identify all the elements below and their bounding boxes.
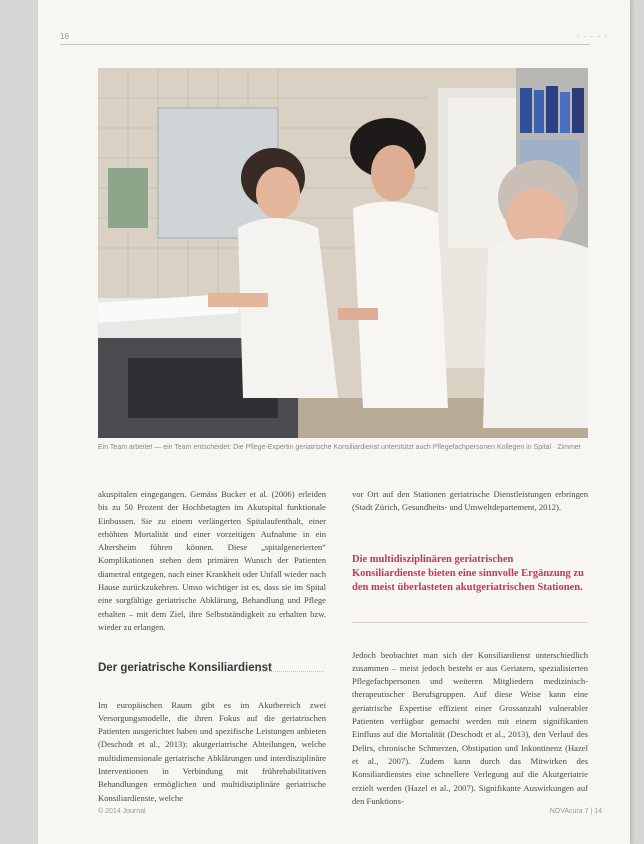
photo-caption: Ein Team arbeitet — ein Team entscheidet: Die Pflege-Expertin geriatrische Konsiliardienst unterstützt auch Pflegefachpersonen Kollegen in Spital · Zimmer [98, 444, 581, 451]
left-paragraph-1: akuspitalen eingegangen. Gemäss Bucker et al. (2006) erleiden bis zu 50 Prozent der Hochbetagten im Akutspital funktionale Einbussen. Sie zu einem verlängerten Spitalaufenthalt, einer erhöhten Mortalität und einer vorzeitigen Aufnahme in ein Altersheim führen können. Diese „spitalgenerierten“ Komplikationen stehen dem primären Wunsch der Patienten diametral entgegen, nach einer Krankheit oder Unfall wieder nach Hause zurückzukehren. Umso wichtiger ist es, dass sie im Spital eine sorgfältige geriatrische Abklärung, Behandlung und Pflege erhalten – mit dem Ziel, ihre Selbstständigkeit zu erhalten bzw. wieder zu erlangen. [98, 489, 326, 632]
left-column-text [98, 488, 326, 634]
left-paragraph-2: Im europäischen Raum gibt es im Akutbereich zwei Versorgungsmodelle, die ihren Fokus auf die geriatrischen Patienten ausgerichtet haben und spezifische Leistungen anbieten (Deschodt et al., 2013): akutgeriatrische Abteilungen, welche multidimensionale geriatrische Abklärungen und interdisziplinäre Interventionen in Verbindung mit frührehabilitativen Behandlungen ermöglichen und multidisziplinäre geriatrische Konsiliardienste, welche [98, 699, 326, 803]
pull-quote: Die multidisziplinären geriatrischen Konsiliardienste bieten eine sinnvolle Ergänzung zu den meist überlasteten akutgeriatrischen Stationen. [352, 554, 584, 593]
right-column-text [352, 488, 588, 515]
page-number-top: 16 [60, 32, 69, 41]
right-paragraph-2: Jedoch beobachtet man sich der Konsiliardienst unterschiedlich zusammen – meist jedoch besteht er aus Geriatern, spezialisierten Pflegefachpersonen und weiteren Mitgliedern medizinisch-therapeutischer Berufsgruppen. Auf diese Weise kann eine geriatrische Expertise effizient einer Grossanzahl vulnerabler Patienten verfügbar gemacht werden mit einem signifikanten Einfluss auf die Mortalität (Deschodt et al., 2013), den Verlauf des Delirs, chronische Schmerzen, Obstipation und Inkontinenz (Hazel et al., 2007). Zudem kann durch das Mitwirken des Konsiliardienstes eine schnellere Verlegung auf die Akutgeriatrie erzielt werden (Hazel et al., 2007). Signifikante Auswirkungen auf den Funktions- [352, 649, 588, 806]
right-column-text-2 [352, 640, 588, 817]
left-column-text-2 [98, 690, 326, 814]
header-rule [60, 44, 590, 45]
right-paragraph-1: vor Ort auf den Stationen geriatrische Dienstleistungen erbringen (Stadt Zürich, Gesundheits- und Umweltdepartement, 2012). [352, 489, 588, 513]
section-marker: · · · · · [576, 32, 608, 41]
photo-nurses-at-desk-icon [98, 68, 588, 438]
heading-dotted-rule [258, 671, 324, 672]
footer-left: © 2014 Journal [98, 808, 146, 815]
article-photo [98, 68, 588, 438]
pull-quote-rule [352, 622, 588, 623]
section-heading: Der geriatrische Konsiliardienst [98, 662, 272, 674]
footer-right: NOVAcura 7 | 14 [549, 808, 602, 815]
